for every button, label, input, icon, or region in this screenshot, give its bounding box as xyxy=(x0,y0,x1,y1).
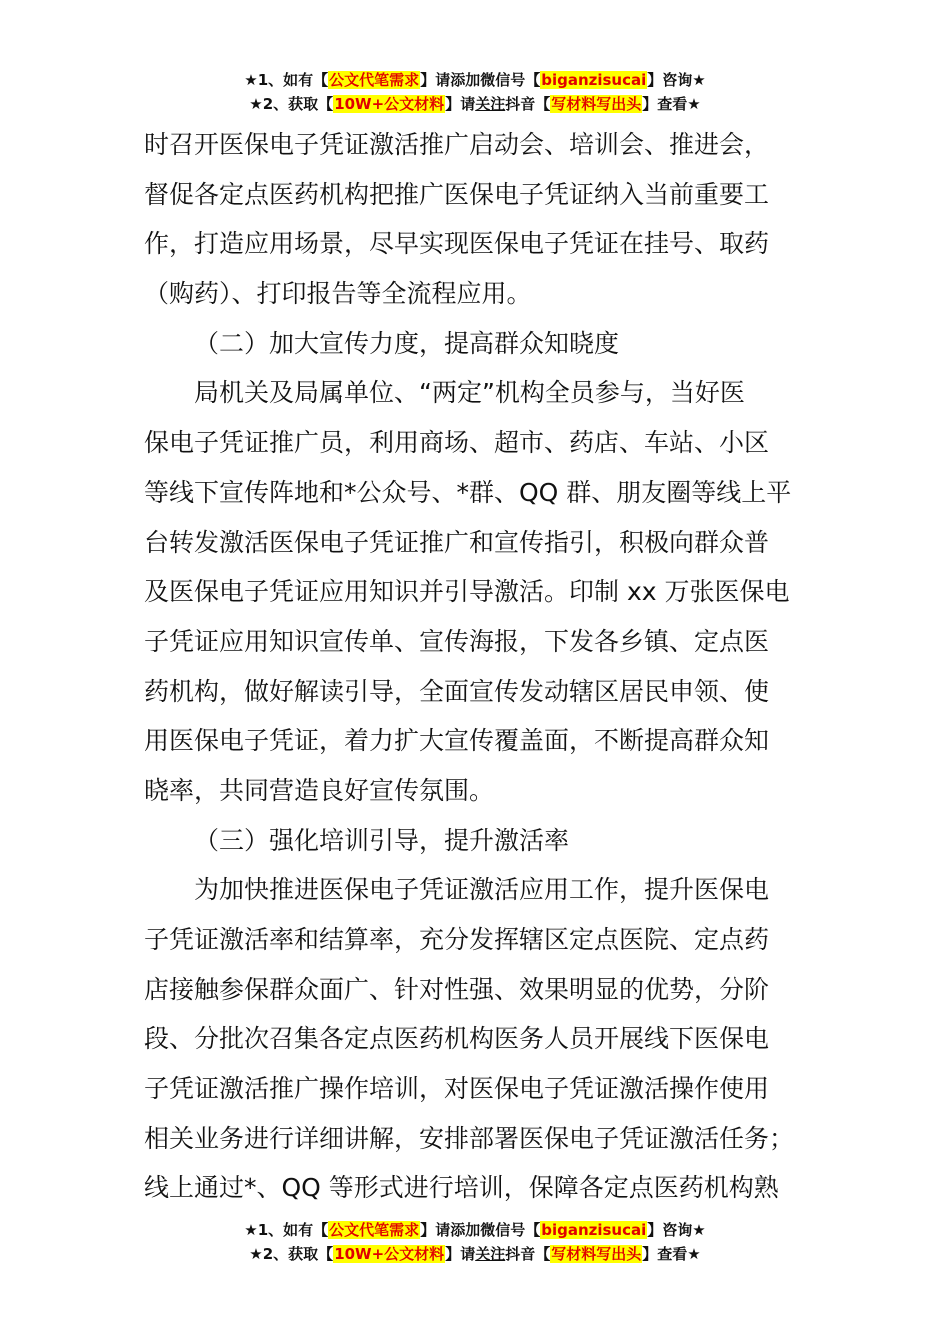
banner-highlight: 写材料写出头 xyxy=(551,95,642,113)
body-line: 相关业务进行详细讲解，安排部署医保电子凭证激活任务； xyxy=(144,1123,795,1153)
body-line: 段、分批次召集各定点医药机构医务人员开展线下医保电 xyxy=(144,1024,770,1054)
body-line: 子凭证应用知识宣传单、宣传海报，下发各乡镇、定点医 xyxy=(144,626,770,656)
paragraph-start: 局机关及局属单位、“两定”机构全员参与，当好医 xyxy=(194,378,745,408)
body-line: 子凭证激活率和结算率，充分发挥辖区定点医院、定点药 xyxy=(144,925,770,954)
body-line: 等线下宣传阵地和*公众号、*群、QQ 群、朋友圈等线上平 xyxy=(144,477,792,507)
banner-underlined: 关注 xyxy=(475,95,506,113)
banner-underlined: 关注 xyxy=(475,1245,506,1263)
body-line: 晓率，共同营造良好宣传氛围。 xyxy=(144,775,495,805)
banner-highlight: 10W+公文材料 xyxy=(334,1245,445,1263)
paragraph-start: 为加快推进医保电子凭证激活应用工作，提升医保电 xyxy=(194,875,770,905)
section-heading: （三）强化培训引导，提升激活率 xyxy=(194,825,570,855)
banner-line-1 xyxy=(0,68,950,92)
banner-highlight: biganzisucai xyxy=(541,71,647,89)
body-line: 作，打造应用场景，尽早实现医保电子凭证在挂号、取药 xyxy=(144,229,770,259)
banner-highlight: 公文代笔需求 xyxy=(329,71,420,89)
header-banner xyxy=(0,68,950,116)
body-line: （购药）、打印报告等全流程应用。 xyxy=(144,279,532,309)
banner-text: 】查看★ xyxy=(642,95,701,113)
banner-text: 抖音【 xyxy=(505,1245,551,1263)
banner-text: 】请 xyxy=(445,1245,476,1263)
banner-line-1 xyxy=(0,1218,950,1242)
banner-text: ★1、如有【 xyxy=(244,71,329,89)
footer-banner xyxy=(0,1218,950,1266)
banner-text: 】请添加微信号【 xyxy=(420,71,541,89)
banner-highlight: 10W+公文材料 xyxy=(334,95,445,113)
banner-text: 】咨询★ xyxy=(647,71,706,89)
banner-text: 抖音【 xyxy=(505,95,551,113)
body-line: 用医保电子凭证，着力扩大宣传覆盖面，不断提高群众知 xyxy=(144,726,770,756)
body-line: 子凭证激活推广操作培训，对医保电子凭证激活操作使用 xyxy=(144,1074,770,1104)
banner-highlight: 写材料写出头 xyxy=(551,1245,642,1263)
body-line: 保电子凭证推广员，利用商场、超市、药店、车站、小区 xyxy=(144,428,770,458)
section-heading: （二）加大宣传力度，提高群众知晓度 xyxy=(194,328,620,358)
body-line: 台转发激活医保电子凭证推广和宣传指引，积极向群众普 xyxy=(144,527,770,557)
body-line: 药机构，做好解读引导，全面宣传发动辖区居民申领、使 xyxy=(144,676,770,706)
banner-line-2 xyxy=(0,1242,950,1266)
banner-line-2 xyxy=(0,92,950,116)
body-line: 时召开医保电子凭证激活推广启动会、培训会、推进会， xyxy=(144,130,770,159)
body-line: 及医保电子凭证应用知识并引导激活。印制 xx 万张医保电 xyxy=(144,577,790,607)
body-line: 督促各定点医药机构把推广医保电子凭证纳入当前重要工 xyxy=(144,179,770,209)
body-line: 线上通过*、QQ 等形式进行培训，保障各定点医药机构熟 xyxy=(144,1173,779,1203)
document-body xyxy=(144,120,806,1213)
banner-text: 】咨询★ xyxy=(647,1221,706,1239)
banner-highlight: biganzisucai xyxy=(541,1221,647,1239)
banner-text: 】查看★ xyxy=(642,1245,701,1263)
body-line: 店接触参保群众面广、针对性强、效果明显的优势，分阶 xyxy=(144,974,770,1004)
banner-text: ★2、获取【 xyxy=(249,1245,334,1263)
banner-text: ★2、获取【 xyxy=(249,95,334,113)
banner-text: 】请添加微信号【 xyxy=(420,1221,541,1239)
banner-text: ★1、如有【 xyxy=(244,1221,329,1239)
banner-text: 】请 xyxy=(445,95,476,113)
banner-highlight: 公文代笔需求 xyxy=(329,1221,420,1239)
